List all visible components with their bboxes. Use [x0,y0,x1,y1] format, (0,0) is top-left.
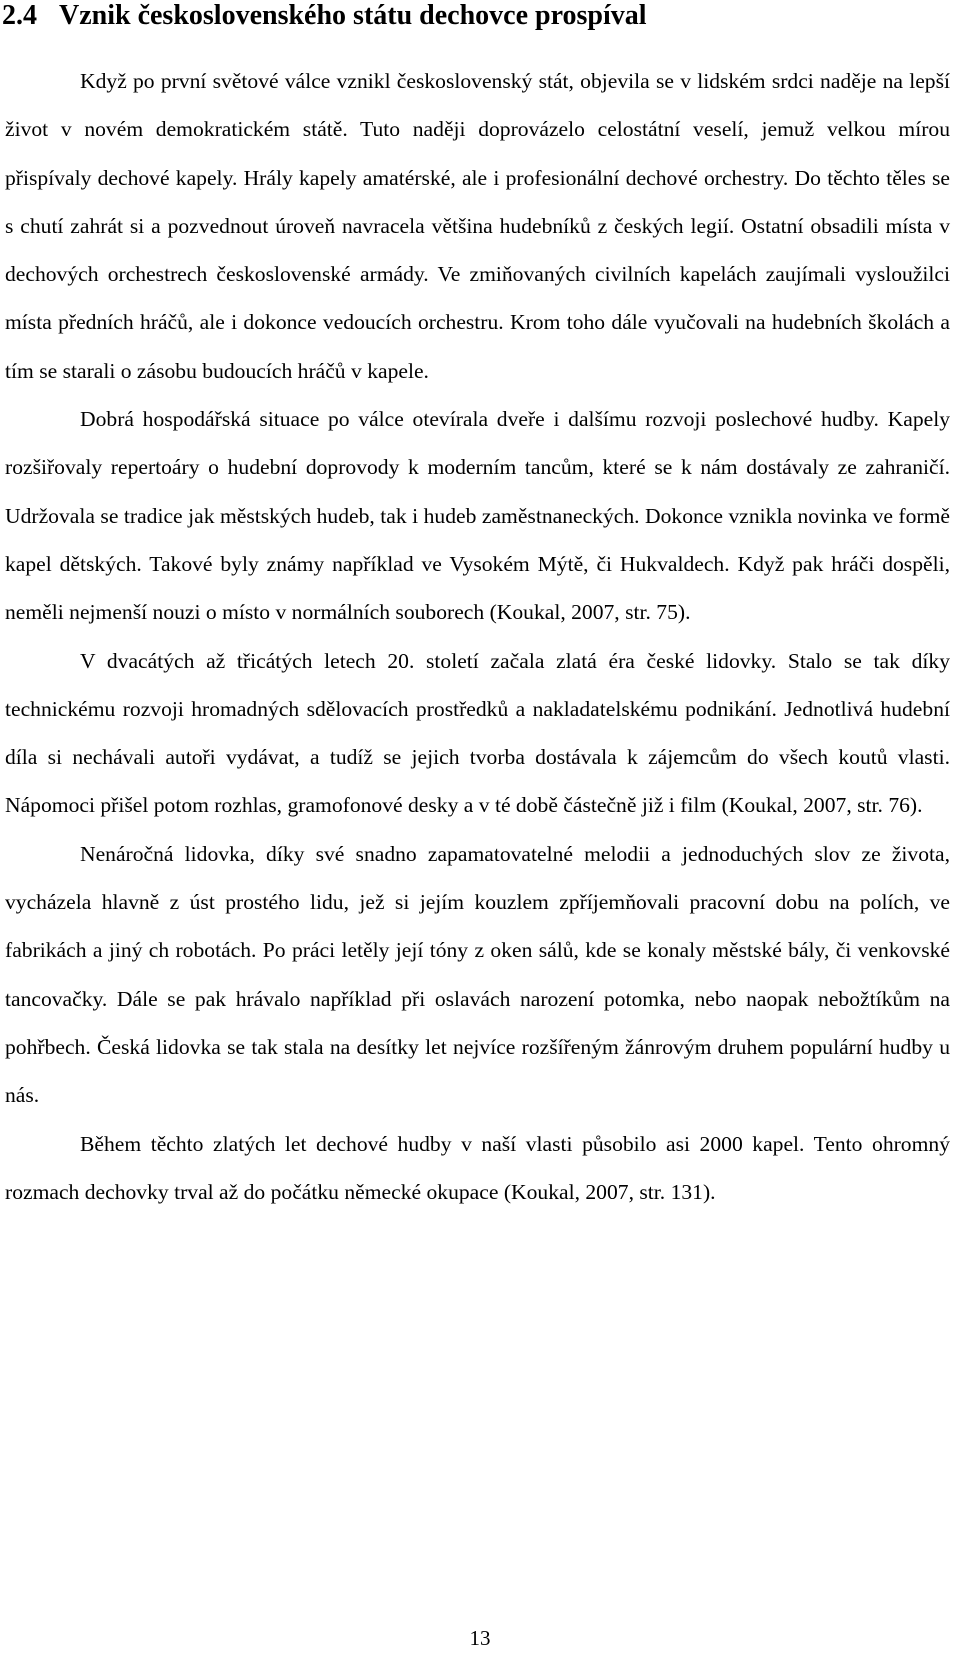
page-number: 13 [469,1626,491,1650]
section-title: Vznik československého státu dechovce prospíval [59,0,647,31]
paragraph-5: Během těchto zlatých let dechové hudby v naší vlasti působilo asi 2000 kapel. Tento ohromný rozmach dechovky trval až do počátku německé okupace (Koukal, 2007, str. 131). [5,1131,950,1204]
body-text [5,57,950,1216]
section-number: 2.4 [2,0,37,31]
paragraph-2: Dobrá hospodářská situace po válce otevírala dveře i dalšímu rozvoji poslechové hudby. Kapely rozšiřovaly repertoáry o hudební doprovody k moderním tancům, které se k nám dostávaly ze zahraničí. Udržovala se tradice jak městských hudeb, tak i hudeb zaměstnaneckých. Dokonce vznikla novinka ve formě kapel dětských. Takové byly známy například ve Vysokém Mýtě, či Hukvaldech. Když pak hráči dospěli, neměli nejmenší nouzi o místo v normálních souborech (Koukal, 2007, str. 75). [5,407,950,625]
section-heading [2,0,647,34]
paragraph-4: Nenáročná lidovka, díky své snadno zapamatovatelné melodii a jednoduchých slov ze života, vycházela hlavně z úst prostého lidu, jež si jejím kouzlem zpříjemňovali pracovní dobu na polích, ve fabrikách a jiný ch robotách. Po práci letěly její tóny z oken sálů, kde se konaly městské bály, či venkovské tancovačky. Dále se pak hrávalo například při oslavách narození potomka, nebo naopak nebožtíkům na pohřbech. Česká lidovka se tak stala na desítky let nejvíce rozšířeným žánrovým druhem populární hudby u nás. [5,841,950,1108]
paragraph-3: V dvacátých až třicátých letech 20. století začala zlatá éra české lidovky. Stalo se tak díky technickému rozvoji hromadných sdělovacích prostředků a nakladatelskému podnikání. Jednotlivá hudební díla si nechávali autoři vydávat, a tudíž se jejich tvorba dostávala k zájemcům do všech koutů vlasti. Nápomoci přišel potom rozhlas, gramofonové desky a v té době částečně již i film (Koukal, 2007, str. 76). [5,648,950,818]
paragraph-1: Když po první světové válce vznikl československý stát, objevila se v lidském srdci naděje na lepší život v novém demokratickém státě. Tuto naději doprovázelo celostátní veselí, jemuž velkou mírou přispívaly dechové kapely. Hrály kapely amatérské, ale i profesionální dechové orchestry. Do těchto těles se s chutí zahrát si a pozvednout úroveň navracela většina hudebníků z českých legií. Ostatní obsadili místa v dechových orchestrech československé armády. Ve zmiňovaných civilních kapelách zaujímali vysloužilci místa předních hráčů, ale i dokonce vedoucích orchestru. Krom toho dále vyučovali na hudebních školách a tím se starali o zásobu budoucích hráčů v kapele. [5,69,950,383]
